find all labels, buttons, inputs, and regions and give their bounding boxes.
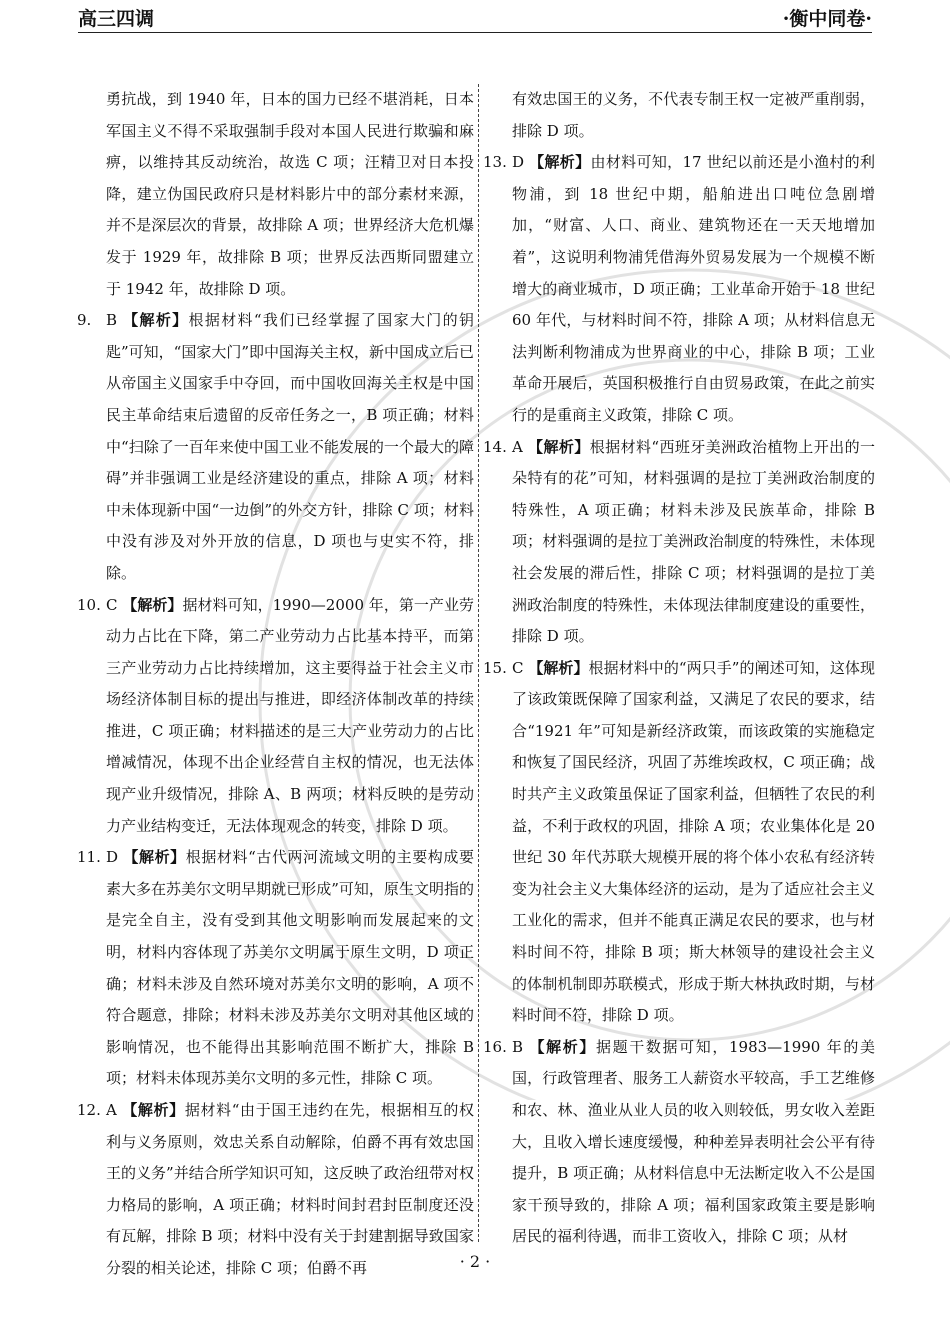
item-text: 据材料“由于国王违约在先，根据相互的权利与义务原则，效忠关系自动解除，伯爵不再有效忠国王的义务”并结合所学知识可知，这反映了政治纽带对权力格局的影响，A 项正确；材料时间封君封臣制度还没有瓦解，排除 B 项；材料中没有关于封建割据导致国家分裂的相关论述，排除 C 项；伯爵不再: [106, 1101, 474, 1277]
item-text: 根据材料“我们已经掌握了国家大门的钥匙”可知，“国家大门”即中国海关主权，新中国成立后已从帝国主义国家手中夺回，而中国收回海关主权是中国民主革命结束后遗留的反帝任务之一，B 项正确；材料中“扫除了一百年来使中国工业不能发展的一个最大的障碍”并非强调工业是经济建设的重点，排除 A 项；材料中未体现新中国“一边倒”的外交方针，排除 C 项；材料中没有涉及对外开放的信息，D 项也与史实不符，排除。: [106, 311, 475, 582]
item-text: 根据材料中的“两只手”的阐述可知，这体现了该政策既保障了国家利益，又满足了农民的要求，结合“1921 年”可知是新经济政策，而该政策的实施稳定和恢复了国民经济，巩固了苏维埃政权，C 项正确；战时共产主义政策虽保证了国家利益，但牺牲了农民的利益，不利于政权的巩固，排除 A 项；农业集体化是 20 世纪 30 年代苏联大规模开展的将个体小农私有经济转变为社会主义大集体经济的运动，是为了适应社会主义工业化的需求，但并不能真正满足农民的要求，也与材料时间不符，排除 B 项；斯大林领导的建设社会主义的体制机制即苏联模式，形成于斯大林执政时期，与材料时间不符，排除 D 项。: [512, 658, 875, 1025]
item-text: 由材料可知，17 世纪以前还是小渔村的利物浦，到 18 世纪中期，船舶进出口吨位急剧增加，“财富、人口、商业、建筑物还在一天天地增加着”，这说明利物浦凭借海外贸易发展为一个规模不断增大的商业城市，D 项正确；工业革命开始于 18 世纪 60 年代，与材料时间不符，排除 A 项；从材料信息无法判断利物浦成为世界商业的中心，排除 B 项；工业革命开展后，英国积极推行自由贸易政策，在此之前实行的是重商主义政策，排除 C 项。: [512, 153, 875, 424]
header-left-title: 高三四调: [78, 8, 155, 30]
answer-item: [77, 305, 474, 589]
answer-item: [483, 147, 875, 431]
item-answer: B: [106, 311, 118, 330]
left-items: [77, 305, 474, 1284]
item-answer: A: [106, 1101, 117, 1119]
item-answer: C: [512, 658, 524, 677]
item-number: 16.: [483, 1037, 507, 1056]
column-divider: [478, 84, 479, 1242]
answer-item: [483, 432, 875, 653]
item-text: 根据材料“西班牙美洲政治植物上开出的一朵特有的花”可知，材料强调的是拉丁美洲政治制度的特殊性，A 项正确；材料未涉及民族革命，排除 B 项；材料强调的是拉丁美洲政治制度的特殊性，未体现社会发展的滞后性，排除 C 项；材料强调的是拉丁美洲政治制度的特殊性，未体现法律制度建设的重要性，排除 D 项。: [512, 437, 875, 646]
answer-item: [483, 653, 875, 1032]
item-number: 12.: [77, 1101, 101, 1119]
item-text: 根据材料“古代两河流域文明的主要构成要素大多在苏美尔文明早期就已形成”可知，原生文明指的是完全自主，没有受到其他文明影响而发展起来的文明，材料内容体现了苏美尔文明属于原生文明，D 项正确；材料未涉及自然环境对苏美尔文明的影响，A 项不符合题意，排除；材料未涉及苏美尔文明对其他区域的影响情况，也不能得出其影响范围不断扩大，排除 B 项；材料未体现苏美尔文明的多元性，排除 C 项。: [106, 848, 474, 1088]
item-text: 据材料可知，1990—2000 年，第一产业劳动力占比在下降，第二产业劳动力占比基本持平，而第三产业劳动力占比持续增加，这主要得益于社会主义市场经济体制目标的提出与推进，即经济体制改革的持续推进，C 项正确；材料描述的是三大产业劳动力的占比增减情况，体现不出企业经营自主权的情况，也无法体现产业升级情况，排除 A、B 两项；材料反映的是劳动力产业结构变迁，无法体现观念的转变，排除 D 项。: [106, 595, 474, 835]
item-answer: B: [512, 1037, 524, 1056]
right-column: [483, 84, 875, 1253]
analysis-tag: 【解析】: [122, 1101, 185, 1119]
answer-item: [483, 1032, 875, 1253]
item-answer: D: [106, 848, 119, 867]
analysis-tag: 【解析】: [122, 595, 183, 614]
item-answer: D: [512, 153, 525, 172]
analysis-tag: 【解析】: [528, 658, 589, 677]
header-right-title: ·衡中同卷·: [782, 8, 872, 30]
analysis-tag: 【解析】: [529, 1037, 596, 1056]
item-number: 14.: [483, 437, 507, 456]
right-continuation-text: 有效忠国王的义务，不代表专制王权一定被严重削弱，排除 D 项。: [512, 90, 875, 140]
item-number: 11.: [77, 848, 101, 867]
right-items: [483, 147, 875, 1253]
answer-item: [77, 842, 474, 1095]
item-number: 15.: [483, 658, 507, 677]
left-continuation-text: 勇抗战，到 1940 年，日本的国力已经不堪消耗，日本军国主义不得不采取强制手段对本国人民进行欺骗和麻痹，以维持其反动统治，故选 C 项；汪精卫对日本投降，建立伪国民政府只是材料影片中的部分素材来源，并不是深层次的背景，故排除 A 项；世界经济大危机爆发于 1929 年，故排除 B 项；世界反法西斯同盟建立于 1942 年，故排除 D 项。: [106, 90, 474, 298]
item-text: 据题干数据可知，1983—1990 年的美国，行政管理者、服务工人薪资水平较高，手工艺维修和农、林、渔业从业人员的收入则较低，男女收入差距大，且收入增长速度缓慢，种种差异表明社会公平有待提升，B 项正确；从材料信息中无法断定收入不公是国家干预导致的，排除 A 项；福利国家政策主要是影响居民的福利待遇，而非工资收入，排除 C 项；从材: [512, 1037, 875, 1246]
item-number: 10.: [77, 595, 101, 614]
item-answer: C: [106, 595, 118, 614]
analysis-tag: 【解析】: [123, 848, 186, 867]
left-column: [77, 84, 474, 1285]
item-number: 13.: [483, 153, 507, 172]
page-header: [78, 6, 872, 33]
item-number: 9.: [77, 311, 92, 330]
analysis-tag: 【解析】: [529, 153, 591, 172]
page-number: · 2 ·: [459, 1252, 491, 1271]
answer-item: [77, 590, 474, 843]
analysis-tag: 【解析】: [528, 437, 590, 456]
analysis-tag: 【解析】: [123, 311, 189, 330]
item-answer: A: [512, 437, 523, 456]
